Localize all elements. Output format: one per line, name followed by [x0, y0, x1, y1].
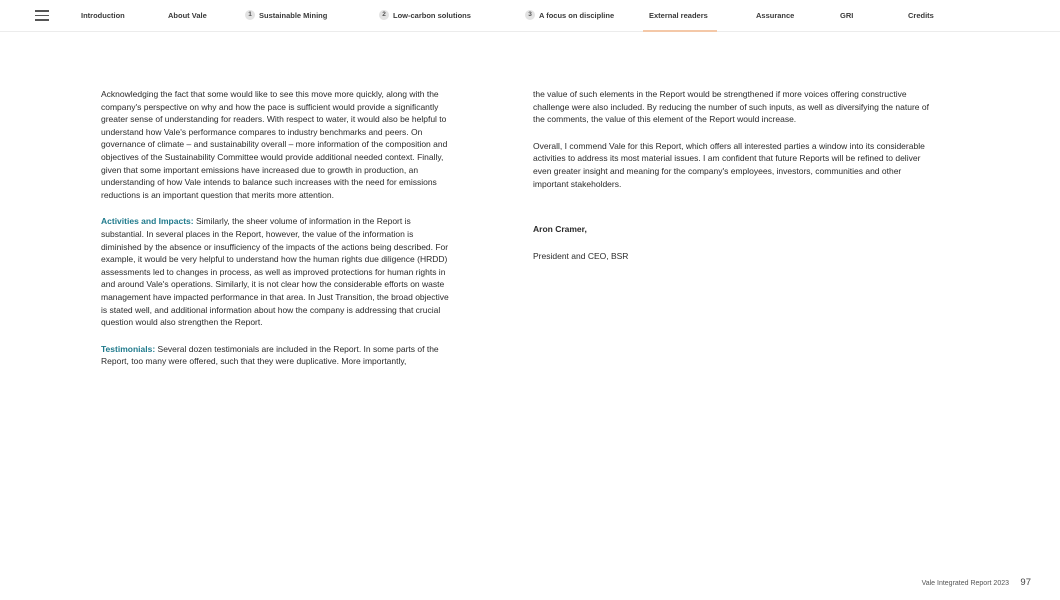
footer-report-title: Vale Integrated Report 2023 — [921, 580, 1009, 587]
signature-name: Aron Cramer, — [533, 224, 587, 235]
nav-item-credits[interactable] — [908, 0, 934, 31]
section-lead: Testimonials: — [101, 343, 156, 354]
nav-item-about-vale[interactable] — [168, 0, 207, 31]
section-number-badge: 2 — [379, 10, 389, 20]
nav-label: External readers — [649, 11, 708, 20]
nav-item-low-carbon-solutions[interactable] — [379, 0, 471, 31]
right-text-column — [533, 88, 933, 276]
signature-title: President and CEO, BSR — [533, 250, 629, 261]
nav-item-assurance[interactable] — [756, 0, 794, 31]
paragraph-activities-impacts — [101, 215, 453, 328]
nav-item-gri[interactable] — [840, 0, 853, 31]
paragraph: the value of such elements in the Report would be strengthened if more voices offering constructive challenge were also included. By reducing the number of such inputs, as well as diversifying the nature of the comments, the value of this element of the Report would increase. — [533, 89, 929, 125]
nav-label: A focus on discipline — [539, 11, 615, 20]
paragraph-testimonials — [101, 343, 453, 368]
nav-item-introduction[interactable] — [81, 0, 125, 31]
paragraph: Acknowledging the fact that some would like to see this move more quickly, along with the company's perspective on why and how the pace is sufficient would provide a significantly greater sense of understanding for readers. With respect to water, it would also be helpful to understand how Vale's performance compares to industry benchmarks and peers. On governance of climate – and sustainability overall – more information of the composition and objectives of the Sustainability Committee would provide additional needed context. Finally, given that some important emissions have increased due to growth in production, an understanding of how Vale intends to balance such increases with the need for emissions reductions is an important question that merits more attention. — [101, 89, 448, 200]
left-text-column — [101, 88, 453, 382]
nav-label: Introduction — [81, 11, 125, 20]
nav-item-sustainable-mining[interactable] — [245, 0, 327, 31]
nav-label: Assurance — [756, 11, 795, 20]
section-lead: Activities and Impacts: — [101, 216, 194, 227]
nav-label: GRI — [840, 11, 854, 20]
nav-label: Low-carbon solutions — [393, 11, 471, 20]
nav-item-external-readers[interactable] — [649, 0, 708, 31]
paragraph-text: Several dozen testimonials are included in the Report. In some parts of the Report, too many were offered, such that they were duplicative. More importantly, — [101, 343, 439, 367]
page-number: 97 — [1020, 577, 1031, 588]
paragraph-text: Similarly, the sheer volume of information in the Report is substantial. In several places in the Report, however, the value of the information is diminished by the absence or insufficiency of the impacts of the actions being described. For example, it would be very helpful to understand how the human rights due diligence (HRDD) assessments led to changes in process, as well as improved protections for human rights in and around Vale's operations. Similarly, it is not clear how the considerable efforts on waste management have impacted performance in that area. In Just Transition, the broad objective is stated well, and additional information about how the company is addressing that crucial question would also strengthen the Report. — [101, 216, 449, 328]
paragraph: Overall, I commend Vale for this Report, which offers all interested parties a window into its considerable activities to address its most material issues. I am confident that future Reports will be refined to deliver even greater insight and meaning for the company's employees, investors, communities and other important stakeholders. — [533, 140, 925, 189]
top-navigation — [0, 0, 1060, 32]
nav-label: About Vale — [168, 11, 207, 20]
nav-label: Sustainable Mining — [259, 11, 328, 20]
nav-item-a-focus-on-discipline[interactable] — [525, 0, 614, 31]
menu-icon[interactable] — [35, 10, 49, 21]
section-number-badge: 3 — [525, 10, 535, 20]
section-number-badge: 1 — [245, 10, 255, 20]
nav-label: Credits — [908, 11, 934, 20]
